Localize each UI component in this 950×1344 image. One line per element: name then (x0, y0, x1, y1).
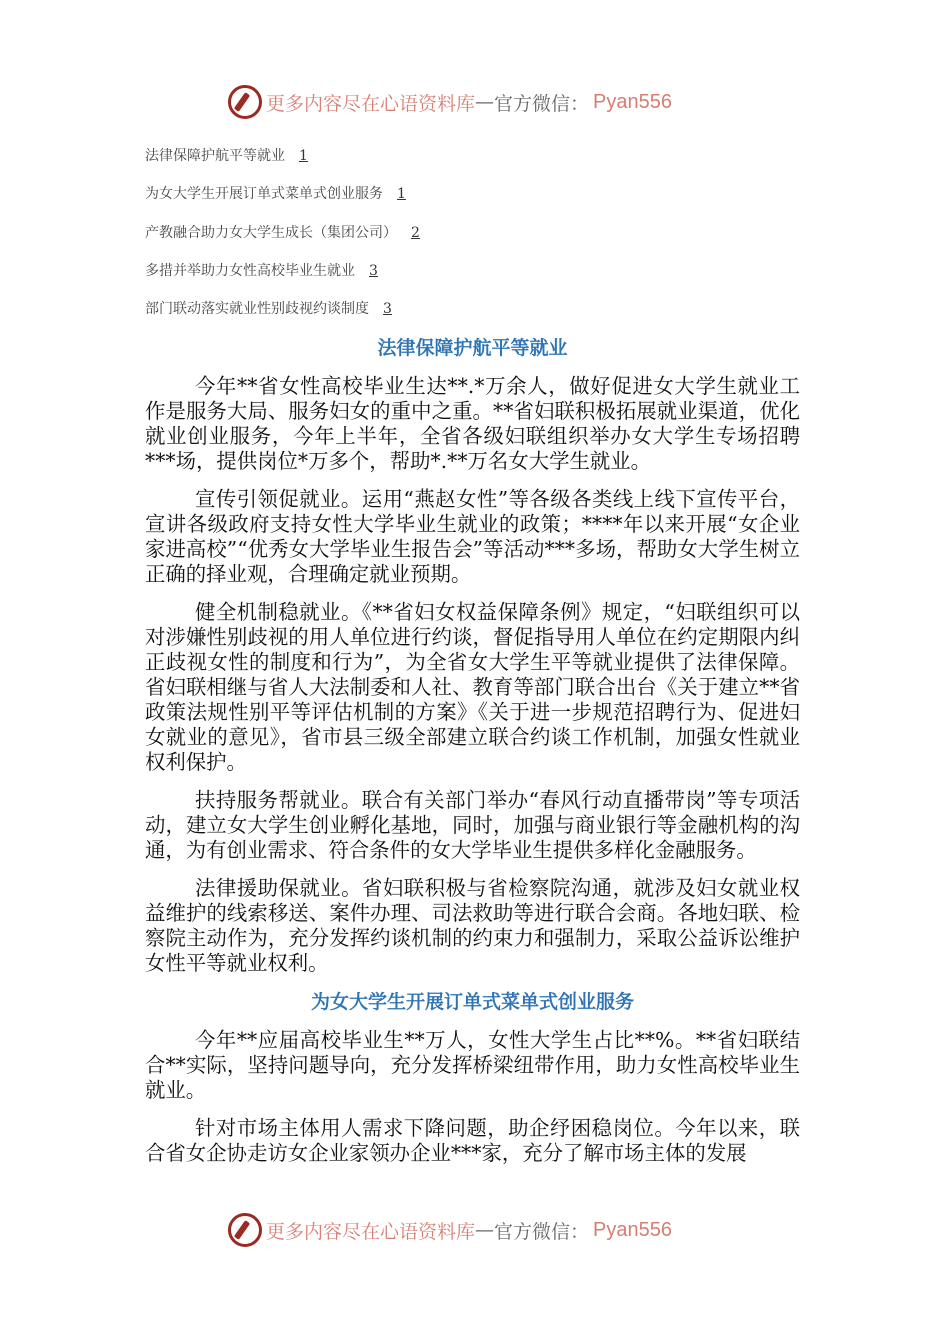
banner-official: 官方微信： (494, 92, 590, 115)
paragraph: 扶持服务帮就业。联合有关部门举办“春风行动直播带岗”等专项活动，建立女大学生创业孵化基地，同时，加强与商业银行等金融机构的沟通，为有创业需求、符合条件的女大学毕业生提供多样化金融服务。 (145, 788, 800, 862)
toc-page[interactable]: 3 (383, 301, 392, 318)
banner-wechat: Pyan556 (593, 90, 672, 113)
pen-logo-icon (228, 1213, 262, 1247)
header-watermark-banner (228, 82, 728, 122)
banner-site: 更多内容尽在心语资料库 (266, 1220, 476, 1243)
banner-dash: — (475, 1219, 495, 1241)
banner-official: 官方微信： (494, 1220, 590, 1243)
toc-item[interactable] (145, 222, 420, 260)
toc-title[interactable]: 部门联动落实就业性别歧视约谈制度 (145, 301, 369, 318)
banner-site: 更多内容尽在心语资料库 (266, 92, 476, 115)
toc-item[interactable] (145, 298, 420, 336)
toc-title[interactable]: 为女大学生开展订单式菜单式创业服务 (145, 186, 383, 203)
paragraph: 今年**应届高校毕业生**万人，女性大学生占比**%。**省妇联结合**实际，坚持问题导向，充分发挥桥梁纽带作用，助力女性高校毕业生就业。 (145, 1028, 800, 1102)
paragraph: 针对市场主体用人需求下降问题，助企纾困稳岗位。今年以来，联合省女企协走访女企业家领办企业***家，充分了解市场主体的发展 (145, 1116, 800, 1165)
toc-page[interactable]: 1 (397, 186, 406, 203)
toc-item[interactable] (145, 145, 420, 183)
toc-item[interactable] (145, 260, 420, 298)
pen-logo-icon (228, 85, 262, 119)
toc-item[interactable] (145, 183, 420, 221)
section-heading: 法律保障护航平等就业 (377, 337, 568, 359)
toc-title[interactable]: 产教融合助力女大学生成长（集团公司） (145, 224, 397, 241)
footer-watermark-banner (228, 1210, 728, 1250)
section-heading: 为女大学生开展订单式菜单式创业服务 (310, 991, 634, 1013)
document-body (145, 335, 800, 1179)
toc-page[interactable]: 1 (299, 148, 308, 164)
paragraph: 法律援助保就业。省妇联积极与省检察院沟通，就涉及妇女就业权益维护的线索移送、案件办理、司法救助等进行联合会商。各地妇联、检察院主动作为，充分发挥约谈机制的约束力和强制力，采取公益诉讼维护女性平等就业权利。 (145, 876, 800, 975)
paragraph: 宣传引领促就业。运用“燕赵女性”等各级各类线上线下宣传平台，宣讲各级政府支持女性大学毕业生就业的政策；****年以来开展“女企业家进高校”“优秀女大学毕业生报告会”等活动***多场，帮助女大学生树立正确的择业观，合理确定就业预期。 (145, 487, 800, 586)
paragraph: 健全机制稳就业。《**省妇女权益保障条例》规定，“妇联组织可以对涉嫌性别歧视的用人单位进行约谈，督促指导用人单位在约定期限内纠正歧视女性的制度和行为”，为全省女大学生平等就业提供了法律保障。省妇联相继与省人大法制委和人社、教育等部门联合出台《关于建立**省政策法规性别平等评估机制的方案》《关于进一步规范招聘行为、促进妇女就业的意见》，省市县三级全部建立联合约谈工作机制，加强女性就业权利保护。 (145, 600, 800, 774)
banner-dash: — (475, 91, 495, 113)
toc-page[interactable]: 2 (411, 224, 420, 241)
toc-title[interactable]: 多措并举助力女性高校毕业生就业 (145, 262, 355, 279)
table-of-contents (145, 145, 420, 336)
banner-wechat: Pyan556 (593, 1218, 672, 1241)
toc-title[interactable]: 法律保障护航平等就业 (145, 148, 285, 164)
paragraph: 今年**省女性高校毕业生达**.*万余人，做好促进女大学生就业工作是服务大局、服务妇女的重中之重。**省妇联积极拓展就业渠道，优化就业创业服务，今年上半年，全省各级妇联组织举办女大学生专场招聘***场，提供岗位*万多个，帮助*.**万名女大学生就业。 (145, 374, 800, 473)
toc-page[interactable]: 3 (369, 262, 378, 279)
